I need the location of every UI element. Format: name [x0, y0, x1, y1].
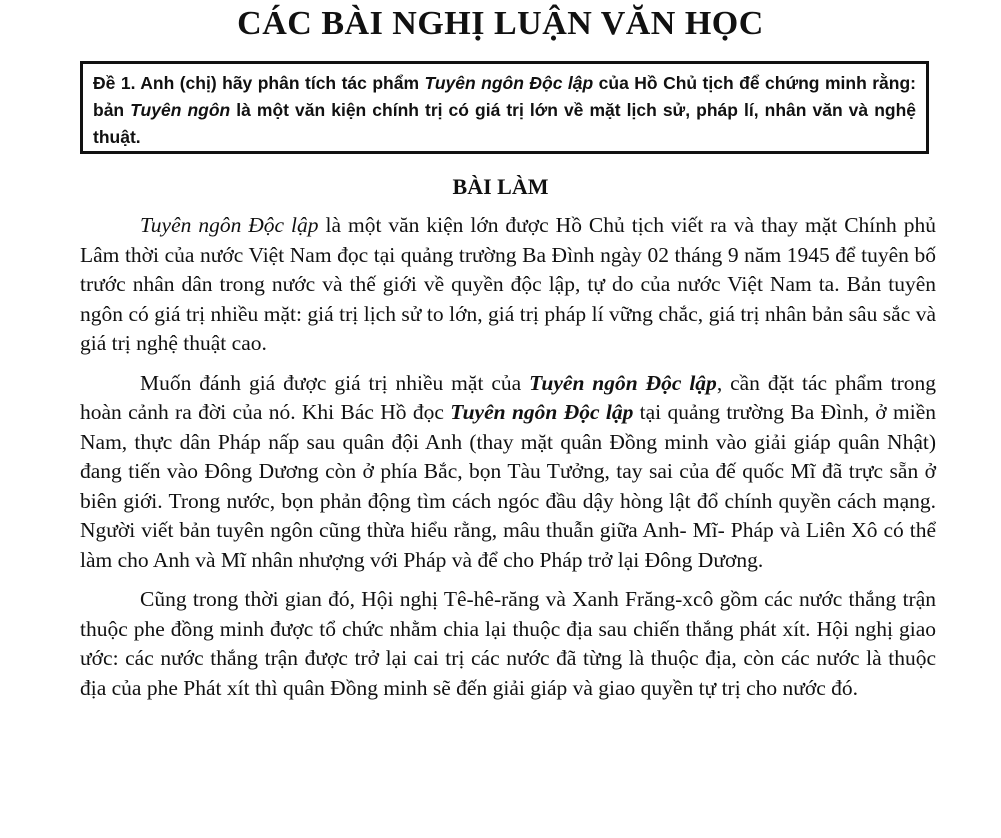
paragraph-2-title-2: Tuyên ngôn Độc lập: [450, 400, 634, 424]
paragraph-2-text-a: Muốn đánh giá được giá trị nhiều mặt của: [140, 370, 530, 395]
task-work-title: Tuyên ngôn Độc lập: [424, 73, 594, 93]
paragraph-1-title: Tuyên ngôn Độc lập: [140, 213, 319, 237]
paragraph-2: [80, 369, 936, 576]
page-title: CÁC BÀI NGHỊ LUẬN VĂN HỌC: [237, 5, 764, 42]
paragraph-2-title-1: Tuyên ngôn Độc lập: [529, 370, 717, 395]
paragraph-2-text-b: , cần đặt tác phẩm trong hoàn cảnh ra đời của nó. Khi Bác Hồ đọc: [80, 370, 936, 424]
paragraph-1-text: là một văn kiện lớn được Hồ Chủ tịch viết ra và thay mặt Chính phủ Lâm thời của nước Việt Nam đọc tại quảng trường Ba Đình ngày 02 tháng 9 năm 1945 để tuyên bố trước nhân dân trong nước và thế giới về quyền độc lập, tự do của nước Việt Nam ta. Bản tuyên ngôn có giá trị nhiều mặt: giá trị lịch sử to lớn, giá trị pháp lí vững chắc, giá trị nhân bản sâu sắc và giá trị nghệ thuật cao.: [80, 213, 936, 355]
essay-body: [80, 211, 936, 713]
task-work-short: Tuyên ngôn: [130, 100, 231, 120]
task-box: [80, 61, 929, 154]
task-text-part2: của Hồ Chủ tịch để chứng minh rằng: bản: [93, 73, 916, 120]
section-heading: BÀI LÀM: [452, 174, 549, 199]
paragraph-2-text-c: tại quảng trường Ba Đình, ở miền Nam, thực dân Pháp nấp sau quân đội Anh (thay mặt quân Đồng minh vào giải giáp quân Nhật) đang tiến vào Đông Dương còn ở phía Bắc, bọn Tàu Tưởng, tay sai của đế quốc Mĩ đã trực sẵn ở biên giới. Trong nước, bọn phản động tìm cách ngóc đầu dậy hòng lật đổ chính quyền cách mạng. Người viết bản tuyên ngôn cũng thừa hiểu rằng, mâu thuẫn giữa Anh- Mĩ- Pháp và Liên Xô có thể làm cho Anh và Mĩ nhân nhượng với Pháp và để cho Pháp trở lại Đông Dương.: [80, 400, 936, 572]
paragraph-1: [80, 211, 936, 359]
task-text-part3: là một văn kiện chính trị có giá trị lớn về mặt lịch sử, pháp lí, nhân văn và nghệ thuật.: [93, 100, 916, 147]
paragraph-3: [80, 585, 936, 703]
task-prefix: Đề 1. Anh (chị) hãy phân tích tác phẩm: [93, 73, 425, 93]
paragraph-3-text: Cũng trong thời gian đó, Hội nghị Tê-hê-răng và Xanh Frăng-xcô gồm các nước thắng trận thuộc phe đồng minh được tổ chức nhằm chia lại thuộc địa sau chiến thắng phát xít. Hội nghị giao ước: các nước thắng trận được trở lại cai trị các nước đã từng là thuộc địa, còn các nước là thuộc địa của phe Phát xít thì quân Đồng minh sẽ đến giải giáp và giao quyền tự trị cho nước đó.: [80, 587, 936, 700]
